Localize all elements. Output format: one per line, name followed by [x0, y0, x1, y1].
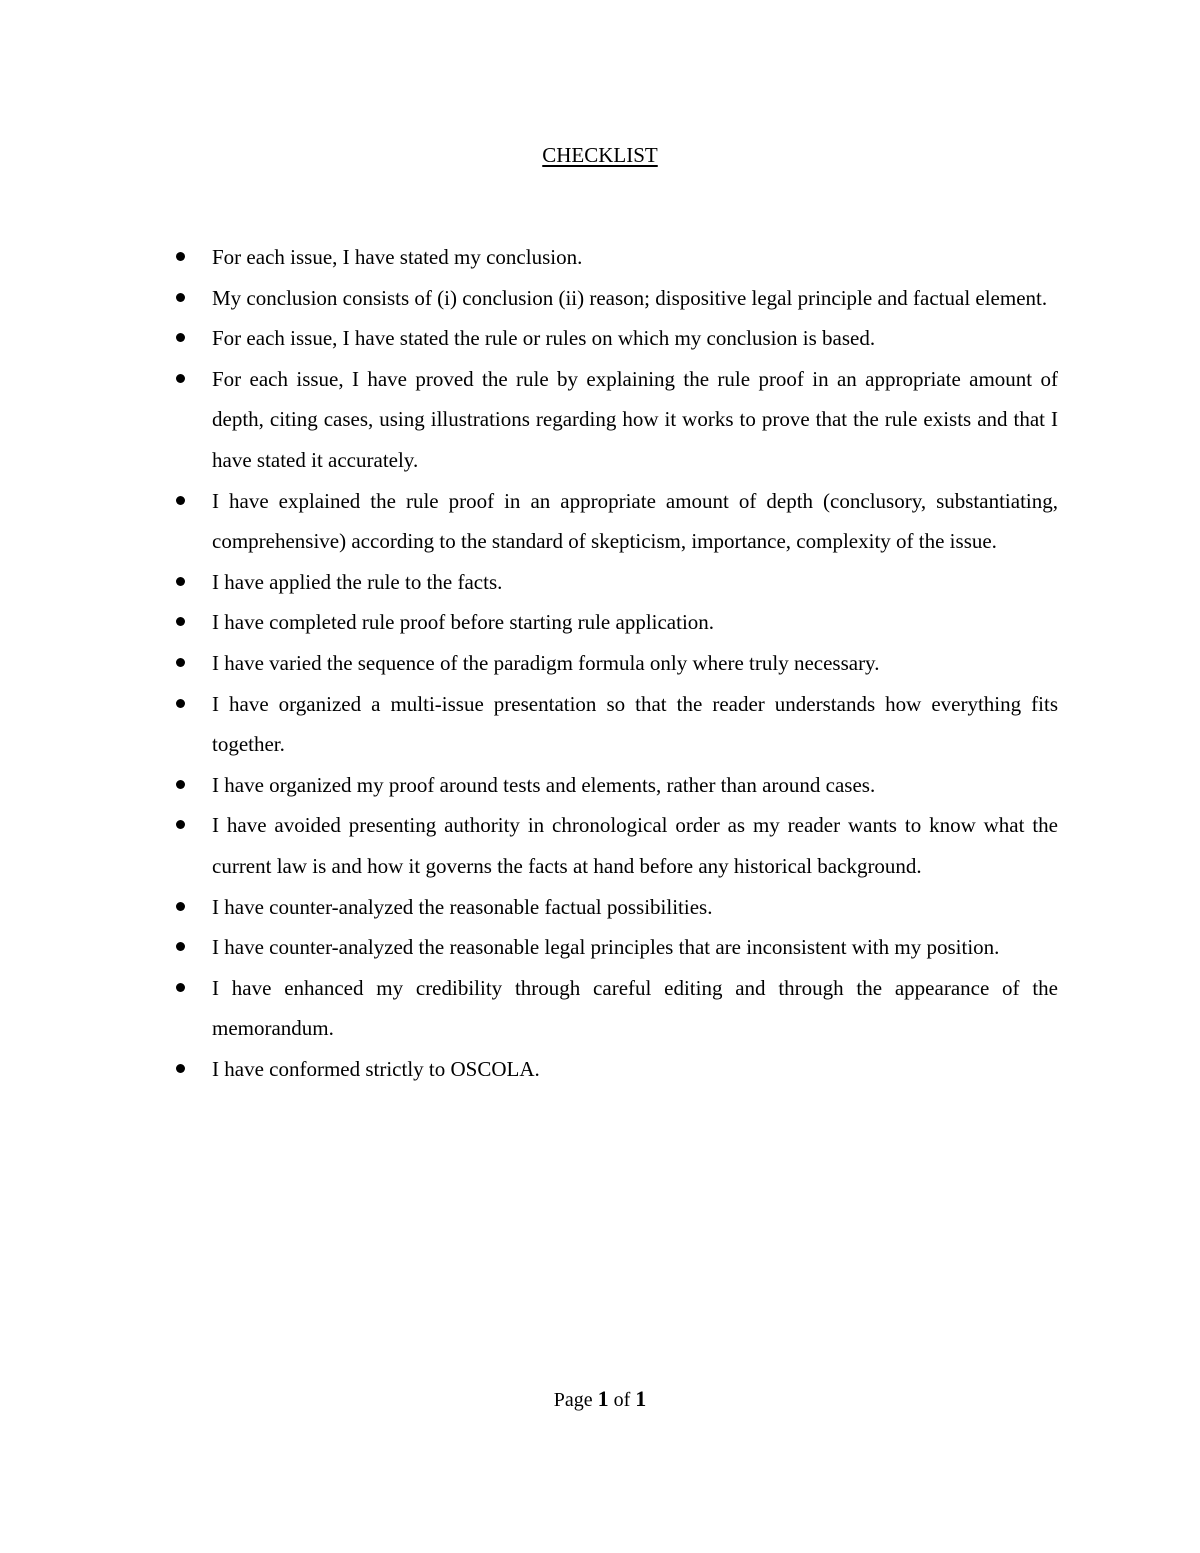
list-item-text: I have conformed strictly to OSCOLA. [212, 1056, 540, 1081]
list-item [212, 359, 1058, 481]
total-pages-number: 1 [635, 1386, 647, 1411]
bullet-icon [176, 820, 185, 829]
bullet-icon [176, 658, 185, 667]
list-item-text: I have enhanced my credibility through careful editing and through the appearance of the memorandum. [212, 975, 1058, 1041]
list-item-text: I have completed rule proof before starting rule application. [212, 610, 715, 635]
list-item [212, 805, 1058, 886]
list-item [212, 237, 1058, 278]
bullet-icon [176, 374, 185, 383]
list-item-text: I have avoided presenting authority in chronological order as my reader wants to know what the current law is and how it governs the facts at hand before any historical background. [212, 813, 1058, 878]
bullet-icon [176, 780, 185, 789]
bullet-icon [176, 1064, 185, 1073]
list-item [212, 318, 1058, 359]
list-item [212, 602, 1058, 643]
list-item-text: For each issue, I have proved the rule by explaining the rule proof in an appropriate amount of depth, citing cases, using illustrations regarding how it works to prove that the rule exists and that I have stated it accurately. [212, 366, 1058, 472]
list-item-text: I have explained the rule proof in an appropriate amount of depth (conclusory, substantiating, comprehensive) according to the standard of skepticism, importance, complexity of the issue. [212, 488, 1058, 554]
list-item-text: I have varied the sequence of the paradigm formula only where truly necessary. [212, 650, 880, 675]
list-item [212, 481, 1058, 562]
list-item [212, 927, 1058, 968]
bullet-icon [176, 617, 185, 626]
list-item-text: My conclusion consists of (i) conclusion (ii) reason; dispositive legal principle and factual element. [212, 285, 1048, 310]
list-item [212, 562, 1058, 603]
list-item-text: For each issue, I have stated the rule or rules on which my conclusion is based. [212, 326, 876, 351]
list-item-text: I have counter-analyzed the reasonable legal principles that are inconsistent with my position. [212, 935, 1000, 960]
bullet-icon [176, 293, 185, 302]
list-item [212, 643, 1058, 684]
list-item [212, 968, 1058, 1049]
list-item-text: I have counter-analyzed the reasonable factual possibilities. [212, 894, 713, 919]
list-item-text: For each issue, I have stated my conclusion. [212, 245, 583, 269]
page-label: Page [553, 1389, 593, 1411]
list-item [212, 887, 1058, 928]
bullet-icon [176, 983, 185, 992]
bullet-icon [176, 942, 185, 951]
list-item [212, 278, 1058, 319]
list-item [212, 1049, 1058, 1090]
page-title: CHECKLIST [542, 143, 658, 167]
of-label: of [613, 1389, 631, 1411]
list-item [212, 765, 1058, 806]
bullet-icon [176, 577, 185, 586]
bullet-icon [176, 902, 185, 911]
list-item-text: I have applied the rule to the facts. [212, 569, 503, 594]
checklist [212, 237, 1058, 1089]
bullet-icon [176, 252, 185, 261]
list-item-text: I have organized my proof around tests and elements, rather than around cases. [212, 772, 876, 797]
bullet-icon [176, 333, 185, 342]
page-footer [0, 1384, 1200, 1415]
bullet-icon [176, 496, 185, 505]
bullet-icon [176, 699, 185, 708]
list-item [212, 684, 1058, 765]
current-page-number: 1 [597, 1386, 609, 1411]
list-item-text: I have organized a multi-issue presentation so that the reader understands how everything fits together. [212, 691, 1058, 757]
